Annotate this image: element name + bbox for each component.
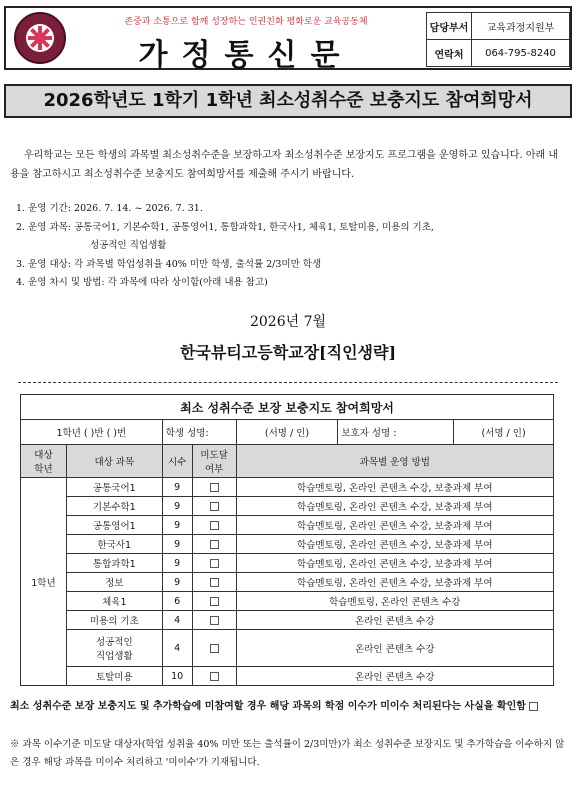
method-cell: 학습멘토링, 온라인 콘텐츠 수강, 보충과제 부여 [236,516,553,535]
incomplete-checkbox[interactable] [192,478,236,497]
method-cell: 온라인 콘텐츠 수강 [236,667,553,686]
header-target: 대상 학년 [21,445,67,478]
class-number-field[interactable]: 1학년 ( )반 ( )번 [21,420,163,445]
hours-cell: 10 [162,667,192,686]
grade-cell: 1학년 [21,478,67,686]
incomplete-checkbox[interactable] [192,573,236,592]
incomplete-checkbox[interactable] [192,516,236,535]
subject-cell: 미용의 기초 [66,611,162,630]
hours-cell: 9 [162,497,192,516]
parent-sign-label: 보호자 성명 : [338,420,454,445]
contact-value: 064-795-8240 [472,40,570,67]
header-subject: 대상 과목 [66,445,162,478]
footnote: ※ 과목 이수기준 미도달 대상자(학업 성취율 40% 미만 또는 출석률이 2/3미만)가 최소 성취수준 보장지도 및 추가학습을 이수하지 않은 경우 해당 과목을 미이수 처리하고 '미이수'가 기재됩니다. [10,739,565,768]
subject-cell: 통합과학1 [66,554,162,573]
subject-cell: 한국사1 [66,535,162,554]
incomplete-checkbox[interactable] [192,611,236,630]
form-title: 최소 성취수준 보장 보충지도 참여희망서 [21,395,554,420]
letter-header [4,6,572,73]
method-cell: 학습멘토링, 온라인 콘텐츠 수강, 보충과제 부여 [236,554,553,573]
incomplete-checkbox[interactable] [192,667,236,686]
checkbox-icon[interactable] [210,559,219,568]
dept-label: 담당부서 [427,13,472,40]
parent-sign-field[interactable]: (서명 / 인) [454,420,554,445]
document-title: 2026학년도 1학기 1학년 최소성취수준 보충지도 참여희망서 [4,84,572,118]
hours-cell: 9 [162,554,192,573]
hours-cell: 9 [162,573,192,592]
student-sign-field[interactable]: (서명 / 인) [236,420,338,445]
subject-cell: 성공적인 직업생활 [66,630,162,667]
list-item: 4. 운영 차시 및 방법: 각 과목에 따라 상이함(아래 내용 참고) [16,277,268,288]
incomplete-checkbox[interactable] [192,554,236,573]
contact-info-table [426,12,570,67]
list-item: 2. 운영 과목: 공통국어1, 기본수학1, 공통영어1, 통합과학1, 한국사1, 체육1, 토탈미용, 미용의 기초, [16,221,434,233]
student-sign-label: 학생 성명: [162,420,236,445]
principal-name: 한국뷰티고등학교장[직인생략] [179,343,397,362]
school-logo [14,12,66,64]
header-hours: 시수 [162,445,192,478]
checkbox-icon[interactable] [210,521,219,530]
confirm-checkbox[interactable] [529,702,538,711]
cut-line [18,382,558,383]
checkbox-icon[interactable] [210,644,219,653]
method-cell: 학습멘토링, 온라인 콘텐츠 수강, 보충과제 부여 [236,535,553,554]
checkbox-icon[interactable] [210,597,219,606]
hours-cell: 9 [162,516,192,535]
checkbox-icon[interactable] [210,483,219,492]
hours-cell: 9 [162,478,192,497]
subject-cell: 토탈미용 [66,667,162,686]
subject-cell: 기본수학1 [66,497,162,516]
subject-cell: 정보 [66,573,162,592]
list-item: 3. 운영 대상: 각 과목별 학업성취율 40% 미만 학생, 출석률 2/3미만 학생 [16,258,322,270]
checkbox-icon[interactable] [210,672,219,681]
list-item: 성공적인 직업생활 [90,240,167,251]
issue-date: 2026년 7월 [249,314,327,330]
method-cell: 학습멘토링, 온라인 콘텐츠 수강 [236,592,553,611]
checkbox-icon[interactable] [210,616,219,625]
logo-emblem [26,24,54,52]
incomplete-checkbox[interactable] [192,592,236,611]
method-cell: 학습멘토링, 온라인 콘텐츠 수강, 보충과제 부여 [236,478,553,497]
checkbox-icon[interactable] [210,578,219,587]
list-item: 1. 운영 기간: 2026. 7. 14. ~ 2026. 7. 31. [16,203,203,214]
method-cell: 학습멘토링, 온라인 콘텐츠 수강, 보충과제 부여 [236,573,553,592]
checkbox-icon[interactable] [210,540,219,549]
info-list [16,200,566,293]
hours-cell: 4 [162,611,192,630]
method-cell: 온라인 콘텐츠 수강 [236,611,553,630]
subject-cell: 공통국어1 [66,478,162,497]
notice-text: 최소 성취수준 보장 보충지도 및 추가학습에 미참여할 경우 해당 과목의 학점 이수가 미이수 처리된다는 사실을 확인함 [10,701,526,712]
hours-cell: 6 [162,592,192,611]
header-method: 과목별 운영 방법 [236,445,553,478]
subject-cell: 공통영어1 [66,516,162,535]
letter-title: 가정통신문 [138,38,354,73]
checkbox-icon[interactable] [210,502,219,511]
confirmation-notice [10,698,566,716]
contact-label: 연락처 [427,40,472,67]
method-cell: 온라인 콘텐츠 수강 [236,630,553,667]
method-cell: 학습멘토링, 온라인 콘텐츠 수강, 보충과제 부여 [236,497,553,516]
incomplete-checkbox[interactable] [192,630,236,667]
school-motto: 존중과 소통으로 함께 성장하는 인권친화 평화로운 교육공동체 [124,17,368,27]
header-incomplete: 미도달 여부 [192,445,236,478]
dept-value: 교육과정지원부 [472,13,570,40]
incomplete-checkbox[interactable] [192,497,236,516]
intro-paragraph: 우리학교는 모든 학생의 과목별 최소성취수준을 보장하고자 최소성취수준 보장지도 프로그램을 운영하고 있습니다. 아래 내용을 참고하시고 최소성취수준 보충지도 참여희망서를 제출해 주시기 바랍니다. [10,150,558,180]
hours-cell: 4 [162,630,192,667]
incomplete-checkbox[interactable] [192,535,236,554]
hours-cell: 9 [162,535,192,554]
subject-cell: 체육1 [66,592,162,611]
application-form [20,394,554,686]
